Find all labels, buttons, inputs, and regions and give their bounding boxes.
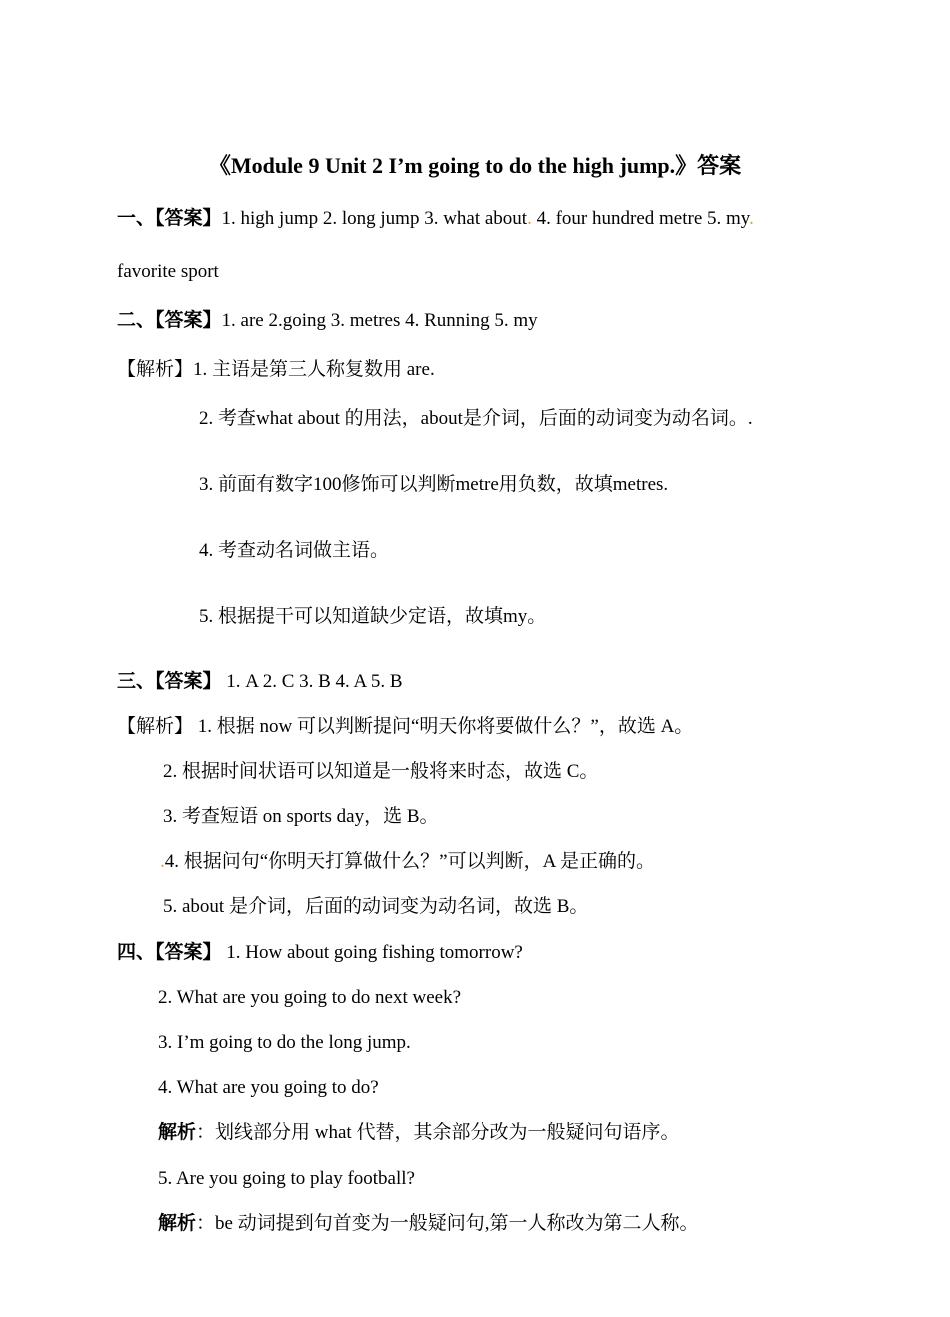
section-2-heading: 二、【答案】 [117, 310, 222, 331]
section-2-answers: 1. are 2.going 3. metres 4. Running 5. my [221, 310, 538, 331]
section-2-answers-line [117, 309, 538, 333]
section-2-explanation-4: 4. 考查动名词做主语。 [199, 540, 390, 561]
section-1-line-1 [117, 207, 754, 231]
section-3-answers: 1. A 2. C 3. B 4. A 5. B [221, 671, 403, 692]
section-3-explanation-3: 3. 考查短语 on sports day，选 B。 [163, 806, 439, 827]
section-2-explanation-1: 【解析】1. 主语是第三人称复数用 are. [117, 359, 435, 380]
section-1-answers-part-1: 1. high jump 2. long jump 3. what about [221, 208, 528, 229]
section-3-explanation-4-text: 4. 根据问句“你明天打算做什么？”可以判断，A 是正确的。 [164, 851, 656, 872]
section-3-explanation-2: 2. 根据时间状语可以知道是一般将来时态，故选 C。 [163, 761, 599, 782]
section-4-explanation-5-text: ：be 动词提到句首变为一般疑问句,第一人称改为第二人称。 [196, 1213, 699, 1234]
section-4-answer-2-part-1: 2. What are you going to do next wee [158, 987, 444, 1008]
section-1-line-2: favorite sport [117, 261, 219, 282]
section-4-answer-5: 5. Are you going to play football? [158, 1168, 415, 1189]
section-4-explanation-5 [158, 1212, 698, 1236]
section-3-explanation-1: 【解析】 1. 根据 now 可以判断提问“明天你将要做什么？”，故选 A。 [117, 716, 694, 737]
section-1-answers-part-2: 4. four hundred metre 5. my [531, 208, 750, 229]
section-4-answer-2-part-2: k? [443, 987, 462, 1008]
section-4-answer-1: 1. How about going fishing tomorrow? [221, 942, 523, 963]
page-title: 《Module 9 Unit 2 I’m going to do the high jump.》答案 [208, 153, 742, 178]
section-3-explanation-5: 5. about 是介词，后面的动词变为动名词，故选 B。 [163, 896, 589, 917]
section-2-explanation-5: 5. 根据提干可以知道缺少定语，故填my。 [199, 606, 547, 627]
section-4-answers-line [117, 941, 523, 965]
explanation-label: 解析 [158, 1213, 197, 1234]
section-3-explanation-4 [160, 850, 655, 874]
section-4-answer-2 [158, 986, 461, 1010]
section-1-heading: 一、【答案】 [117, 208, 222, 229]
section-3-answers-line [117, 670, 403, 694]
highlight-dot: . [160, 851, 165, 872]
section-4-answer-4: 4. What are you going to do? [158, 1077, 379, 1098]
highlight-dot: . [527, 208, 532, 229]
section-4-answer-3: 3. I’m going to do the long jump. [158, 1032, 411, 1053]
highlight-dot: . [749, 208, 754, 229]
section-2-explanation-3: 3. 前面有数字100修饰可以判断metre用负数，故填metres. [199, 474, 669, 495]
section-4-explanation-4 [158, 1121, 679, 1145]
section-2-explanation-2: 2. 考查what about 的用法，about是介词，后面的动词变为动名词。. [199, 408, 753, 429]
explanation-label: 解析 [158, 1122, 197, 1143]
section-4-heading: 四、【答案】 [117, 942, 222, 963]
section-4-explanation-4-text: ：划线部分用 what 代替，其余部分改为一般疑问句语序。 [196, 1122, 680, 1143]
section-3-heading: 三、【答案】 [117, 671, 222, 692]
